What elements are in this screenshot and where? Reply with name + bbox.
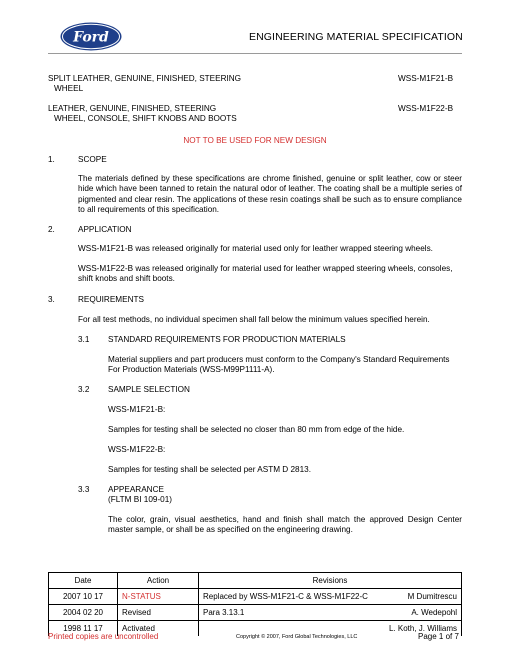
spec-title-2-line2: WHEEL, CONSOLE, SHIFT KNOBS AND BOOTS: [54, 114, 237, 124]
spec-title-1-line1: SPLIT LEATHER, GENUINE, FINISHED, STEERING: [48, 74, 242, 83]
section-3-paragraph: For all test methods, no individual specimen shall fall below the minimum values specified herein.: [78, 315, 430, 324]
header-date: Date: [49, 573, 118, 589]
section-1-number: 1.: [48, 155, 55, 164]
subsection-3-2-text-2: Samples for testing shall be selected per ASTM D 2813.: [108, 465, 311, 474]
revision-action: Revised: [118, 605, 199, 621]
subsection-3-2-number: 3.2: [78, 385, 90, 394]
subsection-3-1-paragraph: Material suppliers and part producers must conform to the Company's Standard Requirements For Production Materials (WSS-M99P1111-A).: [108, 355, 450, 375]
section-1-title: SCOPE: [78, 155, 107, 164]
header-divider: [48, 53, 462, 54]
subsection-3-1-title: STANDARD REQUIREMENTS FOR PRODUCTION MATERIALS: [108, 335, 346, 344]
table-row: [49, 589, 462, 605]
logo-wordmark: Ford: [73, 29, 109, 46]
revision-author: A. Wedepohl: [411, 607, 457, 617]
revision-detail: [199, 589, 462, 605]
section-1-paragraph: The materials defined by these specifications are chrome finished, genuine or split leather, cow or steer hide which have been tanned to retain the natural odor of leather. The coating shall be a multiple series of pigmented and clear resin. The applications of these resin coatings shall be such as to ensure compliance to all requirements of this specification.: [78, 174, 462, 214]
revision-date: 1998 11 17: [49, 621, 118, 637]
revision-date: 2004 02 20: [49, 605, 118, 621]
copyright-notice: Copyright © 2007, Ford Global Technologies, LLC: [236, 634, 358, 640]
uncontrolled-copy-notice: Printed copies are uncontrolled: [48, 632, 159, 641]
subsection-3-3-number: 3.3: [78, 485, 90, 494]
section-2-paragraph-2: WSS-M1F22-B was released originally for material used for leather wrapped steering wheels, consoles, shift knobs and shift boots.: [78, 264, 453, 284]
revision-action: Activated: [118, 621, 199, 637]
revision-table-header: [49, 573, 462, 589]
subsection-3-2-title: SAMPLE SELECTION: [108, 385, 190, 394]
revision-detail: [199, 605, 462, 621]
spec-title-1-line2: WHEEL: [54, 84, 84, 94]
revision-author: L. Koth, J. Williams: [388, 623, 457, 633]
revision-date: 2007 10 17: [49, 589, 118, 605]
revision-author: M Dumitrescu: [407, 591, 457, 601]
revision-table: [48, 572, 462, 636]
table-row: [49, 605, 462, 621]
section-2-paragraph-1: WSS-M1F21-B was released originally for material used only for leather wrapped steering wheels.: [78, 244, 433, 253]
subsection-3-1-number: 3.1: [78, 335, 90, 344]
header-action: Action: [118, 573, 199, 589]
revision-action: N-STATUS: [118, 589, 199, 605]
header-revisions: Revisions: [199, 573, 462, 589]
ford-logo: [60, 22, 122, 51]
subsection-3-2-text-1: Samples for testing shall be selected no closer than 80 mm from edge of the hide.: [108, 425, 405, 434]
subsection-3-3-paragraph: The color, grain, visual aesthetics, hand and finish shall match the approved Design Center master sample, or shall be as specified on the engineering drawing.: [108, 515, 462, 535]
spec-code-1: WSS-M1F21-B: [398, 74, 454, 83]
obsolete-notice: NOT TO BE USED FOR NEW DESIGN: [183, 136, 327, 145]
subsection-3-3-title: APPEARANCE: [108, 485, 164, 494]
page-number: Page 1 of 7: [418, 632, 459, 641]
subsection-3-2-code-2: WSS-M1F22-B:: [108, 445, 166, 454]
subsection-3-3-method: (FLTM BI 109-01): [108, 495, 172, 504]
spec-title-1: [48, 74, 328, 95]
spec-title-2: [48, 104, 328, 125]
section-2-title: APPLICATION: [78, 225, 132, 234]
revision-description: Para 3.13.1: [203, 607, 245, 617]
section-3-number: 3.: [48, 295, 55, 304]
revision-description: Replaced by WSS-M1F21-C & WSS-M1F22-C: [203, 591, 368, 601]
document-type-title: ENGINEERING MATERIAL SPECIFICATION: [249, 31, 463, 43]
spec-code-2: WSS-M1F22-B: [398, 104, 454, 113]
spec-title-2-line1: LEATHER, GENUINE, FINISHED, STEERING: [48, 104, 217, 113]
subsection-3-2-code-1: WSS-M1F21-B:: [108, 405, 166, 414]
section-2-number: 2.: [48, 225, 55, 234]
section-3-title: REQUIREMENTS: [78, 295, 144, 304]
